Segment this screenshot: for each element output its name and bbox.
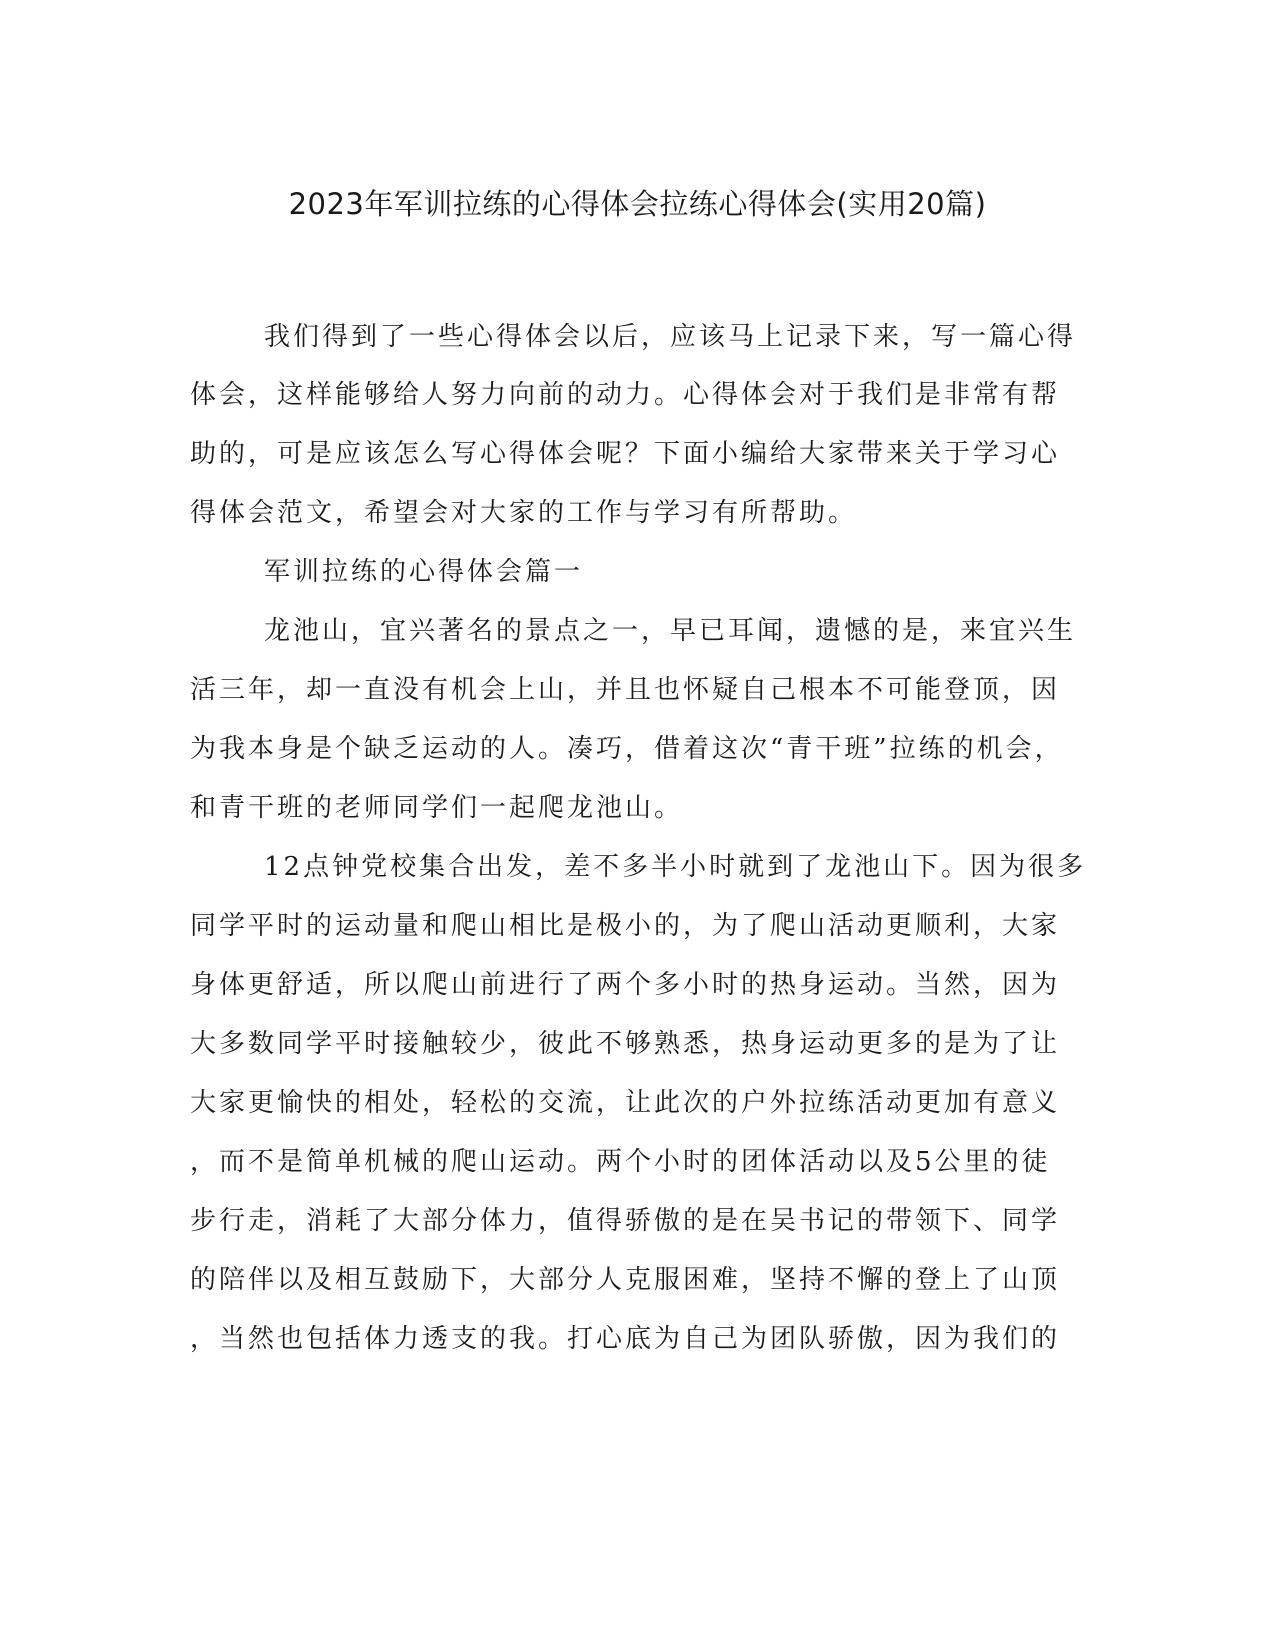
paragraph-line: 12点钟党校集合出发，差不多半小时就到了龙池山下。因为很多 (264, 852, 1087, 882)
paragraph-line: 助的，可是应该怎么写心得体会呢？下面小编给大家带来关于学习心 (190, 439, 1061, 469)
paragraph-line: 身体更舒适，所以爬山前进行了两个多小时的热身运动。当然，因为 (190, 970, 1061, 1000)
section-heading: 军训拉练的心得体会篇一 (264, 557, 584, 587)
paragraph-line: 龙池山，宜兴著名的景点之一，早已耳闻，遗憾的是，来宜兴生 (264, 616, 1077, 646)
paragraph-line: 体会，这样能够给人努力向前的动力。心得体会对于我们是非常有帮 (190, 380, 1061, 410)
paragraph-line: 同学平时的运动量和爬山相比是极小的，为了爬山活动更顺利，大家 (190, 911, 1061, 941)
paragraph-line: 的陪伴以及相互鼓励下，大部分人克服困难，坚持不懈的登上了山顶 (190, 1265, 1061, 1295)
paragraph-line: 大家更愉快的相处，轻松的交流，让此次的户外拉练活动更加有意义 (190, 1088, 1061, 1118)
paragraph-line: ，而不是简单机械的爬山运动。两个小时的团体活动以及5公里的徒 (190, 1147, 1051, 1177)
paragraph-line: 步行走，消耗了大部分体力，值得骄傲的是在吴书记的带领下、同学 (190, 1206, 1061, 1236)
paragraph-line: 我们得到了一些心得体会以后，应该马上记录下来，写一篇心得 (264, 322, 1077, 352)
paragraph-line: 得体会范文，希望会对大家的工作与学习有所帮助。 (190, 498, 858, 528)
paragraph-line: 和青干班的老师同学们一起爬龙池山。 (190, 793, 684, 823)
paragraph-line: 活三年，却一直没有机会上山，并且也怀疑自己根本不可能登顶，因 (190, 675, 1061, 705)
paragraph-line: 大多数同学平时接触较少，彼此不够熟悉，热身运动更多的是为了让 (190, 1029, 1061, 1059)
document-title: 2023年军训拉练的心得体会拉练心得体会(实用20篇) (288, 187, 987, 221)
paragraph-line: ，当然也包括体力透支的我。打心底为自己为团队骄傲，因为我们的 (190, 1324, 1061, 1354)
paragraph-line: 为我本身是个缺乏运动的人。凑巧，借着这次“青干班”拉练的机会， (190, 734, 1064, 764)
